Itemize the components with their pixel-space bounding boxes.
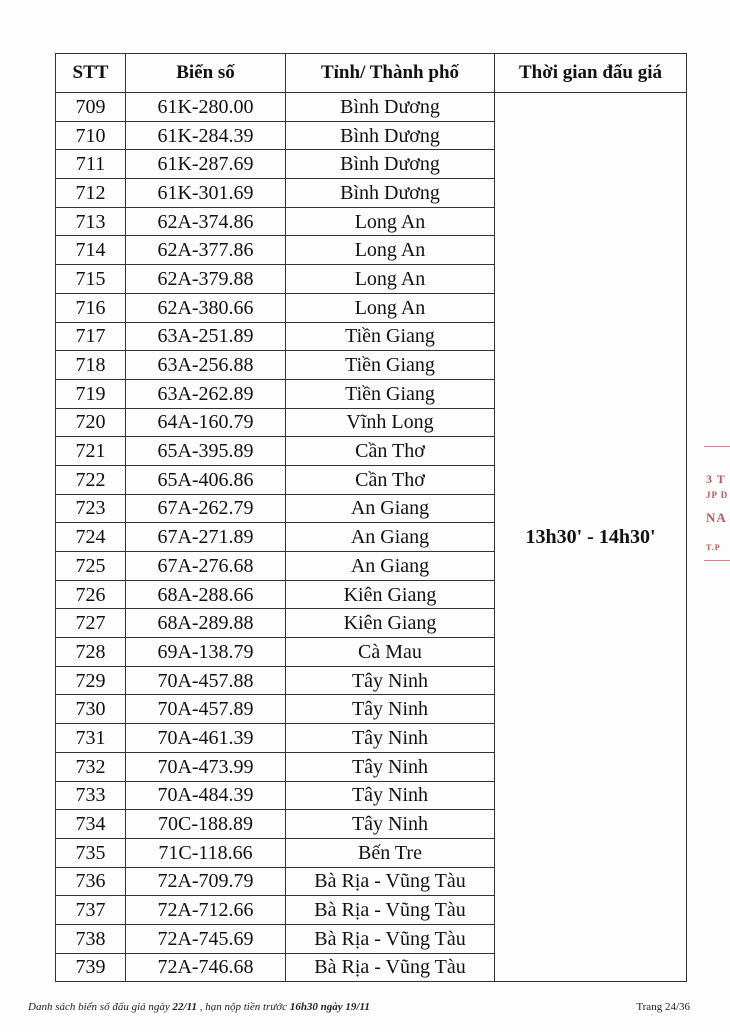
cell-plate: 70A-457.89	[126, 695, 286, 724]
cell-stt: 709	[56, 93, 126, 122]
cell-stt: 723	[56, 494, 126, 523]
cell-stt: 734	[56, 810, 126, 839]
cell-plate: 71C-118.66	[126, 838, 286, 867]
cell-province: Bà Rịa - Vũng Tàu	[286, 924, 495, 953]
cell-plate: 72A-745.69	[126, 924, 286, 953]
cell-province: Bình Dương	[286, 121, 495, 150]
header-province: Tỉnh/ Thành phố	[286, 54, 495, 93]
cell-stt: 731	[56, 724, 126, 753]
cell-province: Tây Ninh	[286, 666, 495, 695]
cell-plate: 70A-473.99	[126, 752, 286, 781]
cell-plate: 61K-284.39	[126, 121, 286, 150]
cell-plate: 68A-288.66	[126, 580, 286, 609]
cell-plate: 61K-280.00	[126, 93, 286, 122]
footer-note	[28, 1001, 370, 1013]
cell-province: Kiên Giang	[286, 609, 495, 638]
cell-province: Cà Mau	[286, 638, 495, 667]
cell-stt: 720	[56, 408, 126, 437]
cell-province: Long An	[286, 236, 495, 265]
footer-deadline: 16h30 ngày 19/11	[289, 1001, 370, 1013]
header-stt: STT	[56, 54, 126, 93]
cell-province: Tây Ninh	[286, 810, 495, 839]
cell-plate: 70A-461.39	[126, 724, 286, 753]
cell-stt: 719	[56, 379, 126, 408]
cell-province: Bà Rịa - Vũng Tàu	[286, 896, 495, 925]
cell-province: An Giang	[286, 494, 495, 523]
cell-plate: 68A-289.88	[126, 609, 286, 638]
cell-stt: 724	[56, 523, 126, 552]
cell-stt: 715	[56, 265, 126, 294]
stamp-fragment: 3 T	[706, 472, 726, 486]
cell-plate: 72A-712.66	[126, 896, 286, 925]
cell-plate: 72A-709.79	[126, 867, 286, 896]
cell-stt: 714	[56, 236, 126, 265]
cell-stt: 727	[56, 609, 126, 638]
cell-stt: 725	[56, 552, 126, 581]
header-auction-time: Thời gian đấu giá	[495, 54, 687, 93]
cell-stt: 733	[56, 781, 126, 810]
cell-stt: 728	[56, 638, 126, 667]
cell-province: Vĩnh Long	[286, 408, 495, 437]
cell-stt: 737	[56, 896, 126, 925]
cell-province: Tiền Giang	[286, 379, 495, 408]
cell-plate: 67A-276.68	[126, 552, 286, 581]
cell-stt: 730	[56, 695, 126, 724]
cell-province: Cần Thơ	[286, 437, 495, 466]
cell-province: Tây Ninh	[286, 781, 495, 810]
cell-province: Bình Dương	[286, 150, 495, 179]
cell-stt: 711	[56, 150, 126, 179]
cell-stt: 716	[56, 293, 126, 322]
cell-plate: 61K-287.69	[126, 150, 286, 179]
cell-province: Tây Ninh	[286, 752, 495, 781]
cell-stt: 736	[56, 867, 126, 896]
cell-plate: 63A-262.89	[126, 379, 286, 408]
plates-table	[55, 53, 687, 982]
cell-province: Tây Ninh	[286, 724, 495, 753]
page-number: Trang 24/36	[636, 1001, 690, 1013]
cell-plate: 72A-746.68	[126, 953, 286, 982]
cell-province: Long An	[286, 265, 495, 294]
cell-province: An Giang	[286, 552, 495, 581]
cell-stt: 726	[56, 580, 126, 609]
cell-stt: 735	[56, 838, 126, 867]
cell-province: Tây Ninh	[286, 695, 495, 724]
cell-province: Tiền Giang	[286, 351, 495, 380]
cell-stt: 729	[56, 666, 126, 695]
cell-province: Long An	[286, 207, 495, 236]
footer-auction-date: 22/11	[172, 1001, 197, 1013]
cell-stt: 738	[56, 924, 126, 953]
cell-stt: 717	[56, 322, 126, 351]
footer-note-middle: , hạn nộp tiền trước	[199, 1001, 288, 1013]
table-row	[56, 93, 687, 122]
stamp-fragment: JP D	[706, 490, 729, 500]
cell-plate: 67A-262.79	[126, 494, 286, 523]
cell-stt: 722	[56, 465, 126, 494]
footer-note-prefix: Danh sách biển số đấu giá ngày	[28, 1001, 170, 1013]
cell-plate: 67A-271.89	[126, 523, 286, 552]
cell-stt: 713	[56, 207, 126, 236]
cell-province: Bến Tre	[286, 838, 495, 867]
cell-province: Bình Dương	[286, 179, 495, 208]
stamp-mark	[704, 560, 730, 561]
stamp-fragment: T.P	[706, 543, 721, 552]
cell-plate: 70C-188.89	[126, 810, 286, 839]
cell-plate: 64A-160.79	[126, 408, 286, 437]
stamp-mark	[704, 446, 730, 447]
cell-plate: 62A-379.88	[126, 265, 286, 294]
cell-province: Cần Thơ	[286, 465, 495, 494]
cell-plate: 62A-377.86	[126, 236, 286, 265]
cell-province: Bình Dương	[286, 93, 495, 122]
cell-stt: 712	[56, 179, 126, 208]
cell-province: Tiền Giang	[286, 322, 495, 351]
cell-plate: 70A-457.88	[126, 666, 286, 695]
cell-stt: 710	[56, 121, 126, 150]
cell-plate: 62A-380.66	[126, 293, 286, 322]
cell-plate: 63A-256.88	[126, 351, 286, 380]
cell-plate: 62A-374.86	[126, 207, 286, 236]
cell-auction-time: 13h30' - 14h30'	[495, 93, 687, 982]
header-plate: Biển số	[126, 54, 286, 93]
cell-plate: 70A-484.39	[126, 781, 286, 810]
cell-stt: 739	[56, 953, 126, 982]
cell-stt: 718	[56, 351, 126, 380]
stamp-fragment: NA	[706, 510, 727, 525]
cell-province: Kiên Giang	[286, 580, 495, 609]
cell-province: Long An	[286, 293, 495, 322]
cell-stt: 732	[56, 752, 126, 781]
cell-plate: 69A-138.79	[126, 638, 286, 667]
cell-plate: 61K-301.69	[126, 179, 286, 208]
cell-stt: 721	[56, 437, 126, 466]
table-header-row	[56, 54, 687, 93]
cell-plate: 65A-395.89	[126, 437, 286, 466]
cell-plate: 65A-406.86	[126, 465, 286, 494]
cell-province: An Giang	[286, 523, 495, 552]
cell-plate: 63A-251.89	[126, 322, 286, 351]
cell-province: Bà Rịa - Vũng Tàu	[286, 953, 495, 982]
cell-province: Bà Rịa - Vũng Tàu	[286, 867, 495, 896]
